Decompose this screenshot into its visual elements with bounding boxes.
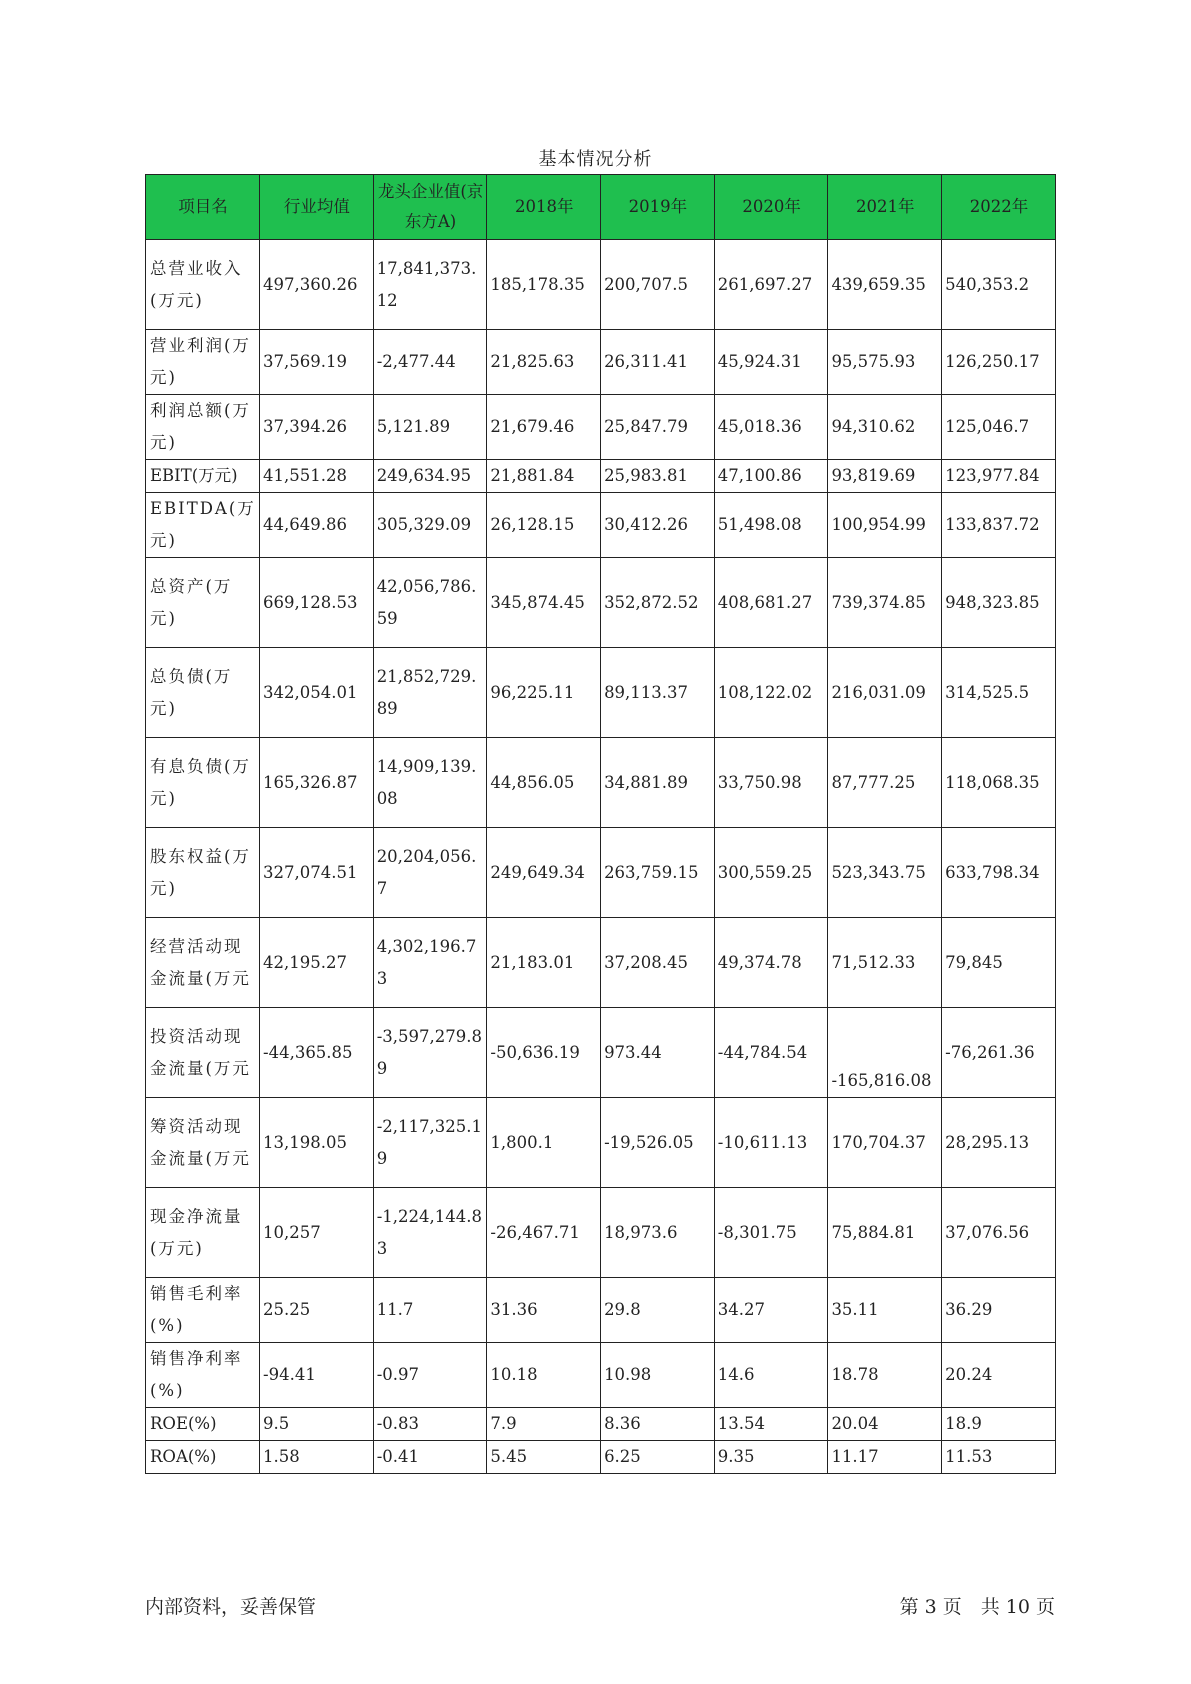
table-cell: 36.29: [942, 1278, 1056, 1343]
table-cell: 200,707.5: [601, 240, 715, 330]
table-cell: 342,054.01: [260, 648, 374, 738]
table-cell: -50,636.19: [487, 1008, 601, 1098]
table-cell: 314,525.5: [942, 648, 1056, 738]
table-cell: 133,837.72: [942, 493, 1056, 558]
table-cell: 21,183.01: [487, 918, 601, 1008]
table-cell: 669,128.53: [260, 558, 374, 648]
table-row: [146, 330, 1056, 395]
column-header: 2019年: [601, 175, 715, 240]
table-cell: 948,323.85: [942, 558, 1056, 648]
table-cell: 37,076.56: [942, 1188, 1056, 1278]
table-cell: 10,257: [260, 1188, 374, 1278]
table-cell: 1,800.1: [487, 1098, 601, 1188]
table-row: [146, 1408, 1056, 1441]
table-cell: -76,261.36: [942, 1008, 1056, 1098]
table-cell: 345,874.45: [487, 558, 601, 648]
table-cell: 18.9: [942, 1408, 1056, 1441]
table-cell: 79,845: [942, 918, 1056, 1008]
table-cell: -8,301.75: [714, 1188, 828, 1278]
table-cell: 13,198.05: [260, 1098, 374, 1188]
table-cell: 95,575.93: [828, 330, 942, 395]
table-row: [146, 1098, 1056, 1188]
table-cell: 37,394.26: [260, 395, 374, 460]
table-row: [146, 1278, 1056, 1343]
table-cell: 100,954.99: [828, 493, 942, 558]
table-row: [146, 460, 1056, 493]
table-cell: 47,100.86: [714, 460, 828, 493]
table-cell: 1.58: [260, 1441, 374, 1474]
table-row: [146, 648, 1056, 738]
table-cell: 540,353.2: [942, 240, 1056, 330]
table-cell: 51,498.08: [714, 493, 828, 558]
table-cell: 37,208.45: [601, 918, 715, 1008]
table-header-row: [146, 175, 1056, 240]
table-cell: 30,412.26: [601, 493, 715, 558]
table-cell: 14,909,139.08: [373, 738, 487, 828]
table-cell: 123,977.84: [942, 460, 1056, 493]
table-cell: -44,784.54: [714, 1008, 828, 1098]
row-label: 总负债(万元): [146, 648, 260, 738]
table-row: [146, 1441, 1056, 1474]
table-cell: 44,856.05: [487, 738, 601, 828]
confidential-note: 内部资料，妥善保管: [145, 1596, 317, 1618]
table-cell: 327,074.51: [260, 828, 374, 918]
table-row: [146, 493, 1056, 558]
table-cell: 11.53: [942, 1441, 1056, 1474]
table-cell: -3,597,279.89: [373, 1008, 487, 1098]
table-cell: 18,973.6: [601, 1188, 715, 1278]
row-label: 经营活动现金流量(万元: [146, 918, 260, 1008]
table-cell: 41,551.28: [260, 460, 374, 493]
table-cell: 26,128.15: [487, 493, 601, 558]
table-cell: 263,759.15: [601, 828, 715, 918]
table-cell: 108,122.02: [714, 648, 828, 738]
table-cell: 4,302,196.73: [373, 918, 487, 1008]
row-label: 总资产(万元): [146, 558, 260, 648]
row-label: EBIT(万元): [146, 460, 260, 493]
table-row: [146, 1188, 1056, 1278]
table-cell: 45,924.31: [714, 330, 828, 395]
table-row: [146, 240, 1056, 330]
table-row: [146, 828, 1056, 918]
table-cell: -0.41: [373, 1441, 487, 1474]
table-cell: 9.35: [714, 1441, 828, 1474]
table-cell: 89,113.37: [601, 648, 715, 738]
table-cell: 28,295.13: [942, 1098, 1056, 1188]
table-cell: 352,872.52: [601, 558, 715, 648]
table-cell: 96,225.11: [487, 648, 601, 738]
column-header: 2022年: [942, 175, 1056, 240]
table-cell: 10.98: [601, 1343, 715, 1408]
financial-summary-table: [145, 174, 1056, 1474]
table-row: [146, 918, 1056, 1008]
table-cell: 94,310.62: [828, 395, 942, 460]
row-label: 投资活动现金流量(万元: [146, 1008, 260, 1098]
table-cell: 249,634.95: [373, 460, 487, 493]
table-cell: -0.97: [373, 1343, 487, 1408]
row-label: 销售毛利率(%): [146, 1278, 260, 1343]
table-cell: 87,777.25: [828, 738, 942, 828]
table-row: [146, 1008, 1056, 1098]
column-header: 龙头企业值(京东方A): [373, 175, 487, 240]
table-cell: 633,798.34: [942, 828, 1056, 918]
table-cell: -19,526.05: [601, 1098, 715, 1188]
row-label: ROE(%): [146, 1408, 260, 1441]
table-cell: 21,679.46: [487, 395, 601, 460]
table-row: [146, 738, 1056, 828]
table-cell: 45,018.36: [714, 395, 828, 460]
column-header: 2018年: [487, 175, 601, 240]
page-number: 第 3 页 共 10 页: [899, 1596, 1055, 1618]
table-cell: 34,881.89: [601, 738, 715, 828]
row-label: ROA(%): [146, 1441, 260, 1474]
row-label: 营业利润(万元): [146, 330, 260, 395]
table-cell: -0.83: [373, 1408, 487, 1441]
table-cell: 20.04: [828, 1408, 942, 1441]
table-cell: 35.11: [828, 1278, 942, 1343]
table-row: [146, 1343, 1056, 1408]
table-cell: 125,046.7: [942, 395, 1056, 460]
table-cell: -10,611.13: [714, 1098, 828, 1188]
row-label: 销售净利率(%): [146, 1343, 260, 1408]
row-label: 股东权益(万元): [146, 828, 260, 918]
row-label: 现金净流量(万元): [146, 1188, 260, 1278]
table-cell: -2,117,325.19: [373, 1098, 487, 1188]
row-label: 总营业收入(万元): [146, 240, 260, 330]
table-cell: -165,816.08: [828, 1008, 942, 1098]
table-cell: 739,374.85: [828, 558, 942, 648]
table-cell: 8.36: [601, 1408, 715, 1441]
table-cell: 408,681.27: [714, 558, 828, 648]
table-cell: 11.7: [373, 1278, 487, 1343]
table-cell: 71,512.33: [828, 918, 942, 1008]
table-cell: -94.41: [260, 1343, 374, 1408]
table-cell: 216,031.09: [828, 648, 942, 738]
table-cell: 300,559.25: [714, 828, 828, 918]
table-cell: -26,467.71: [487, 1188, 601, 1278]
column-header: 2021年: [828, 175, 942, 240]
table-cell: 21,825.63: [487, 330, 601, 395]
table-cell: 5.45: [487, 1441, 601, 1474]
table-cell: 439,659.35: [828, 240, 942, 330]
table-cell: 13.54: [714, 1408, 828, 1441]
table-cell: 126,250.17: [942, 330, 1056, 395]
table-cell: 10.18: [487, 1343, 601, 1408]
row-label: EBITDA(万元): [146, 493, 260, 558]
table-cell: 17,841,373.12: [373, 240, 487, 330]
table-cell: 20,204,056.7: [373, 828, 487, 918]
table-cell: 5,121.89: [373, 395, 487, 460]
table-cell: 37,569.19: [260, 330, 374, 395]
table-cell: 6.25: [601, 1441, 715, 1474]
row-label: 利润总额(万元): [146, 395, 260, 460]
table-cell: 11.17: [828, 1441, 942, 1474]
table-cell: 14.6: [714, 1343, 828, 1408]
table-cell: -2,477.44: [373, 330, 487, 395]
table-cell: 31.36: [487, 1278, 601, 1343]
table-cell: 20.24: [942, 1343, 1056, 1408]
table-cell: 75,884.81: [828, 1188, 942, 1278]
table-cell: 29.8: [601, 1278, 715, 1343]
table-cell: 25.25: [260, 1278, 374, 1343]
table-cell: 42,195.27: [260, 918, 374, 1008]
table-cell: 261,697.27: [714, 240, 828, 330]
table-cell: 118,068.35: [942, 738, 1056, 828]
table-cell: 523,343.75: [828, 828, 942, 918]
table-row: [146, 395, 1056, 460]
column-header: 项目名: [146, 175, 260, 240]
table-cell: 21,881.84: [487, 460, 601, 493]
table-cell: 9.5: [260, 1408, 374, 1441]
table-cell: 42,056,786.59: [373, 558, 487, 648]
table-cell: -1,224,144.83: [373, 1188, 487, 1278]
table-cell: 25,983.81: [601, 460, 715, 493]
table-cell: 44,649.86: [260, 493, 374, 558]
table-cell: 18.78: [828, 1343, 942, 1408]
row-label: 筹资活动现金流量(万元: [146, 1098, 260, 1188]
table-cell: 49,374.78: [714, 918, 828, 1008]
table-cell: 34.27: [714, 1278, 828, 1343]
table-cell: 93,819.69: [828, 460, 942, 493]
table-cell: 165,326.87: [260, 738, 374, 828]
table-cell: 249,649.34: [487, 828, 601, 918]
table-cell: 25,847.79: [601, 395, 715, 460]
table-body: [146, 240, 1056, 1474]
table-caption: 基本情况分析: [538, 149, 653, 170]
table-cell: 26,311.41: [601, 330, 715, 395]
table-cell: 185,178.35: [487, 240, 601, 330]
column-header: 2020年: [714, 175, 828, 240]
table-cell: 7.9: [487, 1408, 601, 1441]
table-cell: -44,365.85: [260, 1008, 374, 1098]
table-row: [146, 558, 1056, 648]
table-cell: 497,360.26: [260, 240, 374, 330]
table-cell: 170,704.37: [828, 1098, 942, 1188]
row-label: 有息负债(万元): [146, 738, 260, 828]
table-cell: 973.44: [601, 1008, 715, 1098]
table-cell: 305,329.09: [373, 493, 487, 558]
column-header: 行业均值: [260, 175, 374, 240]
table-cell: 21,852,729.89: [373, 648, 487, 738]
table-cell: 33,750.98: [714, 738, 828, 828]
